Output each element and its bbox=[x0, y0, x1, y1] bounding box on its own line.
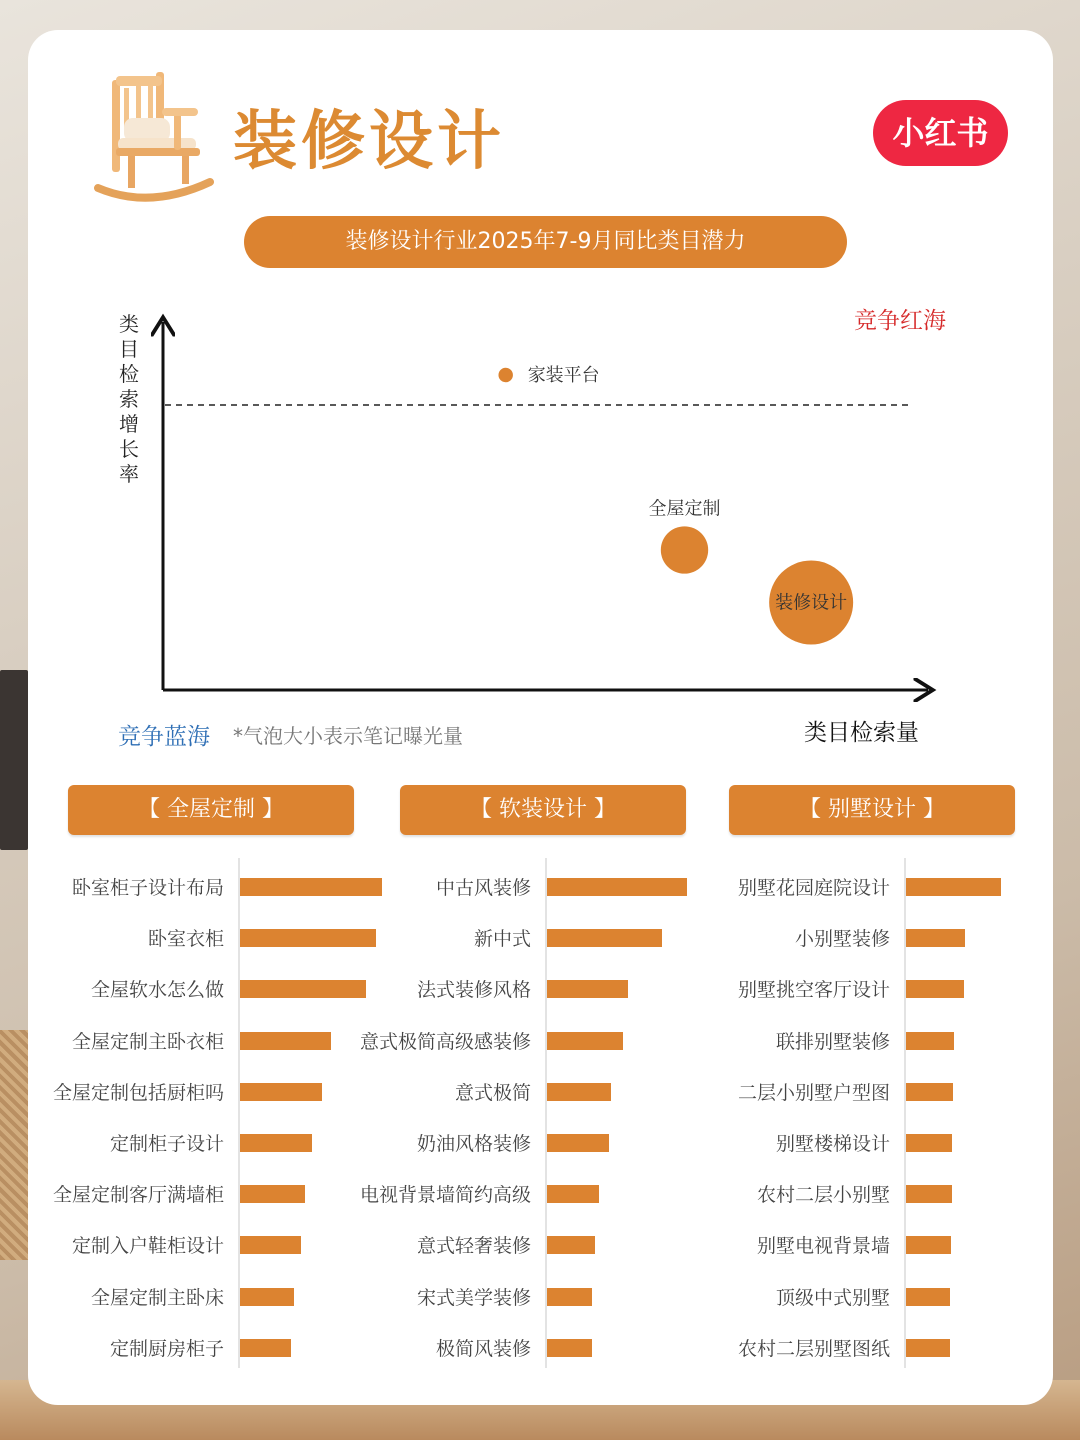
bar bbox=[240, 1288, 294, 1306]
quadrant-blue-ocean-label: 竞争蓝海 bbox=[118, 724, 210, 750]
bar bbox=[906, 1083, 953, 1101]
x-axis-label: 类目检索量 bbox=[804, 720, 919, 746]
bar-category-label: 小别墅装修 bbox=[794, 928, 890, 951]
bar bbox=[240, 1083, 322, 1101]
bar-category-label: 农村二层别墅图纸 bbox=[737, 1337, 890, 1360]
bubble-point bbox=[498, 368, 512, 382]
quadrant-red-ocean-label: 竞争红海 bbox=[854, 308, 946, 334]
bar bbox=[906, 1032, 954, 1050]
main-card bbox=[28, 30, 1053, 1405]
chart-subtitle-pill: 装修设计行业2025年7-9月同比类目潜力 bbox=[244, 216, 847, 268]
bar bbox=[240, 1134, 312, 1152]
bar bbox=[240, 1185, 305, 1203]
bar-category-label: 意式极简高级感装修 bbox=[359, 1030, 531, 1053]
bar-category-label: 定制入户鞋柜设计 bbox=[71, 1235, 224, 1258]
bar bbox=[240, 980, 366, 998]
bubble-label: 装修设计 bbox=[775, 592, 848, 614]
bar-category-label: 二层小别墅户型图 bbox=[737, 1081, 890, 1104]
bar bbox=[906, 929, 965, 947]
bar bbox=[547, 1032, 623, 1050]
page-title: 装修设计 bbox=[233, 105, 505, 179]
bar bbox=[906, 1134, 952, 1152]
bar-category-label: 别墅楼梯设计 bbox=[775, 1133, 890, 1155]
bar-category-label: 意式极简 bbox=[454, 1081, 531, 1104]
bar bbox=[547, 1134, 609, 1152]
scatter-chart bbox=[28, 30, 1053, 730]
bar bbox=[547, 929, 662, 947]
bar-category-label: 全屋定制客厅满墙柜 bbox=[52, 1184, 224, 1207]
bar-category-label: 别墅挑空客厅设计 bbox=[737, 979, 890, 1002]
bubble-label: 全屋定制 bbox=[648, 498, 721, 520]
bar bbox=[240, 1032, 331, 1050]
bar-category-label: 全屋定制包括厨柜吗 bbox=[52, 1081, 224, 1104]
bar bbox=[547, 1185, 599, 1203]
bar-panel-title: 【 全屋定制 】 bbox=[68, 785, 354, 835]
bar bbox=[547, 980, 628, 998]
bar-panel-title: 【 软装设计 】 bbox=[400, 785, 686, 835]
bar-category-label: 电视背景墙简约高级 bbox=[359, 1184, 531, 1207]
background-window bbox=[0, 670, 28, 850]
bar bbox=[240, 929, 376, 947]
bubble-size-note: *气泡大小表示笔记曝光量 bbox=[233, 724, 463, 748]
bar-category-label: 极简风装修 bbox=[435, 1337, 531, 1360]
bar-category-label: 卧室柜子设计布局 bbox=[71, 877, 224, 899]
bar bbox=[906, 1288, 950, 1306]
bar-category-label: 别墅电视背景墙 bbox=[756, 1235, 890, 1258]
bar bbox=[547, 1339, 592, 1357]
bar-category-label: 中古风装修 bbox=[435, 877, 531, 899]
bar-panel-title: 【 别墅设计 】 bbox=[729, 785, 1015, 835]
bar-category-label: 新中式 bbox=[473, 928, 531, 951]
bubble-point bbox=[661, 526, 708, 573]
bar bbox=[906, 1339, 950, 1357]
xiaohongshu-logo: 小红书 bbox=[873, 100, 1008, 166]
bar-category-label: 意式轻奢装修 bbox=[416, 1235, 531, 1258]
bar-category-label: 别墅花园庭院设计 bbox=[737, 877, 890, 899]
bar bbox=[906, 1185, 952, 1203]
bar bbox=[906, 878, 1001, 896]
bar bbox=[547, 1288, 592, 1306]
bar bbox=[547, 878, 687, 896]
bar-category-label: 全屋定制主卧床 bbox=[90, 1286, 224, 1309]
bar bbox=[906, 1236, 951, 1254]
bar-category-label: 顶级中式别墅 bbox=[775, 1286, 890, 1309]
y-axis-label: 类 目 检 索 增 长 率 bbox=[119, 312, 139, 486]
bar bbox=[240, 1339, 291, 1357]
bar-category-label: 法式装修风格 bbox=[416, 979, 531, 1002]
bubble-label: 家装平台 bbox=[527, 365, 600, 386]
bar-category-label: 农村二层小别墅 bbox=[756, 1184, 890, 1207]
bar-category-label: 宋式美学装修 bbox=[416, 1286, 531, 1309]
bar-category-label: 卧室衣柜 bbox=[147, 928, 224, 951]
bar-category-label: 全屋定制主卧衣柜 bbox=[71, 1030, 224, 1053]
bar-category-label: 奶油风格装修 bbox=[416, 1133, 531, 1155]
bar bbox=[240, 878, 382, 896]
bar bbox=[547, 1236, 595, 1254]
bar-category-label: 定制厨房柜子 bbox=[109, 1337, 224, 1360]
bar-category-label: 定制柜子设计 bbox=[109, 1133, 224, 1155]
bar-category-label: 全屋软水怎么做 bbox=[90, 979, 224, 1002]
bar bbox=[240, 1236, 301, 1254]
bar-category-label: 联排别墅装修 bbox=[775, 1030, 890, 1053]
bar bbox=[906, 980, 964, 998]
bar bbox=[547, 1083, 611, 1101]
